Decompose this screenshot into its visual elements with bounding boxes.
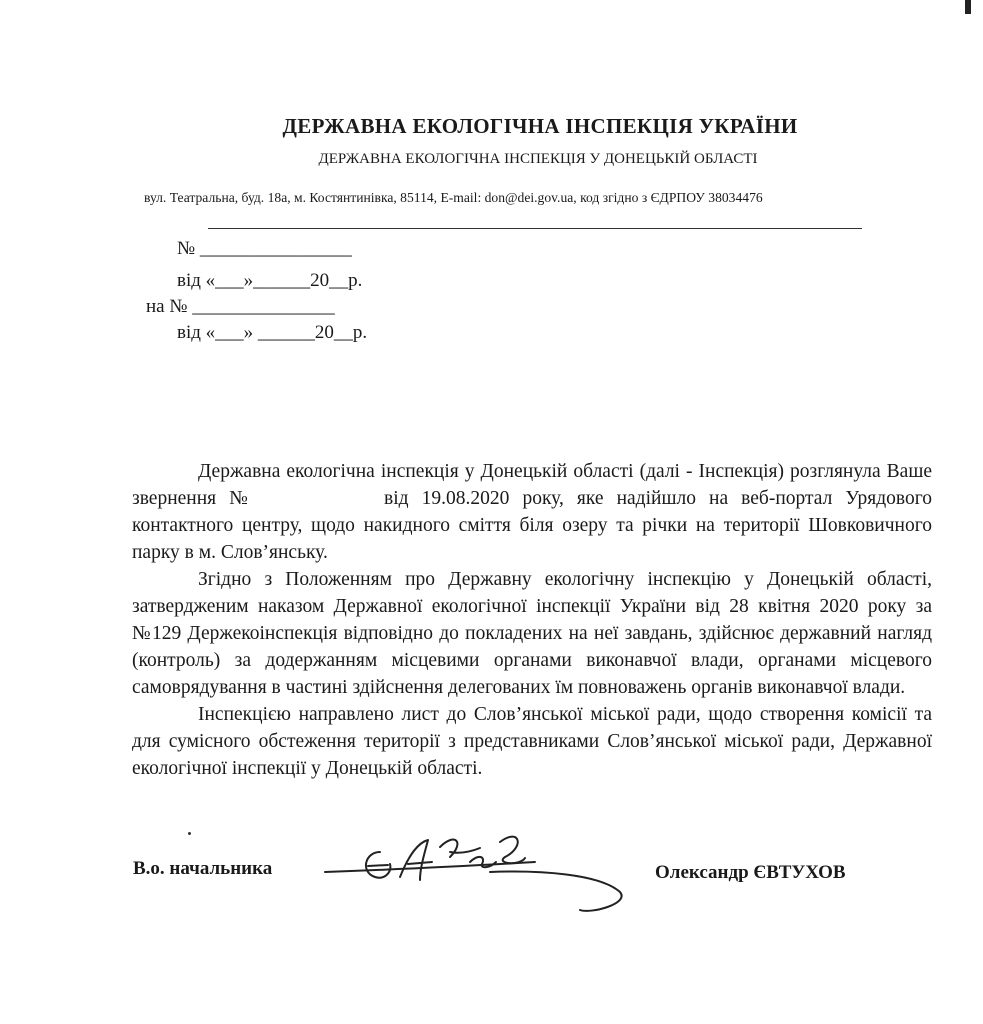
paragraph-1-start: Державна екологічна інспекція у Донецькій області (далі - Інспекція) розглянула Ваше звернення № (132, 461, 932, 509)
incoming-number: на № _______________ (146, 296, 335, 317)
letterhead-address: вул. Театральна, буд. 18а, м. Костянтинівка, 85114, E-mail: don@dei.gov.ua, код згідно з ЄДРПОУ 38034476 (144, 190, 763, 205)
letter-body (132, 458, 932, 782)
signatory-name: Олександр ЄВТУХОВ (655, 862, 846, 883)
outgoing-date: від «___»______20__р. (177, 270, 363, 291)
document-title: ДЕРЖАВНА ЕКОЛОГІЧНА ІНСПЕКЦІЯ УКРАЇНИ (282, 114, 798, 138)
paragraph-3: Інспекцією направлено лист до Слов’янської міської ради, щодо створення комісії та для сумісного обстеження території з представниками Слов’янської міської ради, Державної екологічної інспекції у Донецькій області. (132, 704, 932, 779)
document-subtitle: ДЕРЖАВНА ЕКОЛОГІЧНА ІНСПЕКЦІЯ У ДОНЕЦЬКІЙ ОБЛАСТІ (318, 151, 758, 167)
paragraph-1 (132, 458, 932, 566)
paragraph-2: Згідно з Положенням про Державну екологічну інспекцію у Донецькій області, затвердженим наказом Державної екологічної інспекції України від 28 квітня 2020 року за №129 Держекоінспекція відповідно до покладених на неї завдань, здійснює державний нагляд (контроль) за додержанням місцевими органами виконавчої влади, органами місцевого самоврядування в частині здійснення делегованих їм повноважень органів виконавчої влади. (132, 569, 932, 698)
handwritten-signature (320, 822, 670, 927)
outgoing-number: № ________________ (177, 238, 352, 259)
letterhead-divider (208, 228, 862, 229)
incoming-date: від «___» ______20__р. (177, 322, 368, 343)
paragraph-1-end: від 19.08.2020 року, яке надійшло на веб-портал Урядового контактного центру, щодо накидного сміття біля озеру та річки на території Шовковичного парку в м. Слов’янську. (132, 488, 932, 563)
scan-dot (188, 832, 191, 835)
scan-edge-mark (965, 0, 971, 14)
signatory-position: В.о. начальника (133, 858, 273, 879)
